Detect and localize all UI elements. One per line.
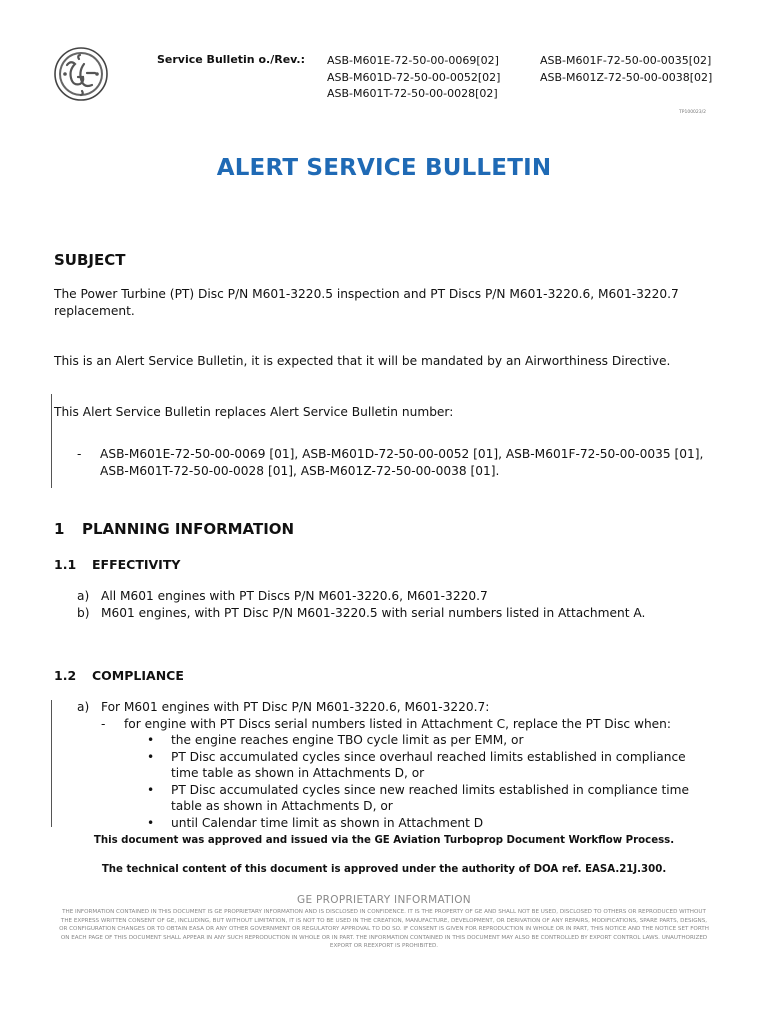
compliance-list: [77, 699, 717, 831]
sb-number: ASB-M601T-72-50-00-0028[02]: [327, 87, 498, 100]
list-marker: a): [77, 700, 90, 714]
list-marker: a): [77, 589, 90, 603]
replaced-bulletins-list: ASB-M601E-72-50-00-0069 [01], ASB-M601D-72-50-00-0052 [01], ASB-M601F-72-50-00-0035 [01], ASB-M601T-72-50-00-0028 [01], ASB-M601Z-72-50-00-0038 [01].: [100, 447, 704, 478]
list-item: [77, 605, 717, 622]
list-item: [77, 699, 717, 716]
section-title: PLANNING INFORMATION: [82, 520, 295, 538]
revision-bar: [51, 394, 52, 488]
page-title: ALERT SERVICE BULLETIN: [216, 155, 552, 181]
bullet: •: [147, 733, 155, 747]
sb-number: ASB-M601D-72-50-00-0052[02]: [327, 70, 501, 84]
bullet-text: PT Disc accumulated cycles since new reached limits established in compliance time table as shown in Attachments D, or: [171, 782, 689, 813]
section-number: 1.1: [54, 557, 77, 572]
proprietary-notice: THE INFORMATION CONTAINED IN THIS DOCUMENT IS GE PROPRIETARY INFORMATION AND IS DISCLOSED IN CONFIDENCE. IT IS THE PROPERTY OF GE AND SHALL NOT BE USED, DISCLOSED TO OTHERS OR REPRODUCED WITHOUT THE EXPRESS WRITTEN CONSENT OF GE, INCLUDING, BUT WITHOUT LIMITATION, IT IS NOT TO BE USED IN THE CREATION, MANUFACTURE, DEVELOPMENT, OR DERIVATION OF ANY REPAIRS, MODIFICATIONS, SPARE PARTS, DESIGNS, OR CONFIGURATION CHANGES OR TO OBTAIN EASA OR ANY OTHER GOVERNMENT OR REGULATORY APPROVAL TO DO SO. IF CONSENT IS GIVEN FOR REPRODUCTION IN WHOLE OR IN PART, THIS NOTICE AND THE NOTICE SET FORTH ON EACH PAGE OF THIS DOCUMENT SHALL APPEAR IN ANY SUCH REPRODUCTION IN WHOLE OR IN PART. THE INFORMATION CONTAINED IN THIS DOCUMENT MAY ALSO BE CONTROLLED BY EXPORT CONTROL LAWS. UNAUTHORIZED EXPORT OR REEXPORT IS PROHIBITED.: [59, 909, 709, 950]
document-reference: TP100023/2: [679, 110, 707, 115]
bullet-text: PT Disc accumulated cycles since overhaul reached limits established in compliance time table as shown in Attachments D, or: [171, 749, 686, 780]
list-dash: -: [101, 716, 106, 731]
list-dash: -: [77, 447, 82, 461]
bullet-item: [77, 815, 717, 832]
service-bulletin-numbers-col2: [540, 53, 712, 86]
bullet: •: [147, 749, 155, 764]
section-heading-effectivity: [54, 557, 180, 572]
section-title: EFFECTIVITY: [92, 557, 181, 572]
bullet-item: [77, 732, 717, 749]
approval-statement: This document was approved and issued via the GE Aviation Turboprop Document Workflow Process.: [93, 835, 675, 846]
mandate-text: This is an Alert Service Bulletin, it is expected that it will be mandated by an Airworthiness Directive.: [54, 354, 671, 368]
bullet: •: [147, 782, 155, 797]
sb-number: ASB-M601F-72-50-00-0035[02]: [540, 54, 712, 67]
bullet: •: [147, 815, 155, 830]
replaces-text: This Alert Service Bulletin replaces Alert Service Bulletin number:: [54, 405, 454, 419]
sub-list-item: [77, 716, 717, 733]
section-number: 1: [54, 520, 65, 538]
bullet-item: [77, 749, 717, 782]
bullet-text: the engine reaches engine TBO cycle limit as per EMM, or: [171, 733, 524, 747]
section-heading-compliance: [54, 668, 184, 683]
list-item-text: M601 engines, with PT Disc P/N M601-3220.5 with serial numbers listed in Attachment A.: [101, 605, 646, 620]
list-item: [77, 588, 717, 605]
subject-text: The Power Turbine (PT) Disc P/N M601-3220.5 inspection and PT Discs P/N M601-3220.6, M601-3220.7 replacement.: [54, 287, 679, 318]
section-number: 1.2: [54, 668, 77, 683]
list-item-text: All M601 engines with PT Discs P/N M601-3220.6, M601-3220.7: [101, 589, 488, 603]
sb-number: ASB-M601E-72-50-00-0069[02]: [327, 54, 499, 67]
authority-statement: The technical content of this document is approved under the authority of DOA ref. EASA.21J.300.: [101, 864, 667, 875]
list-marker: b): [77, 605, 90, 620]
service-bulletin-numbers-col1: [327, 53, 500, 103]
revision-bar: [51, 700, 52, 827]
service-bulletin-label: Service Bulletin o./Rev.:: [157, 53, 306, 66]
effectivity-list: [77, 588, 717, 621]
subject-heading: SUBJECT: [54, 251, 126, 269]
bullet-text: until Calendar time limit as shown in Attachment D: [171, 815, 484, 830]
sb-number: ASB-M601Z-72-50-00-0038[02]: [540, 70, 713, 84]
section-title: COMPLIANCE: [92, 668, 184, 683]
list-item-text: For M601 engines with PT Disc P/N M601-3220.6, M601-3220.7:: [101, 700, 490, 714]
sub-list-item-text: for engine with PT Discs serial numbers listed in Attachment C, replace the PT Disc when:: [124, 716, 672, 731]
ge-logo: [54, 47, 108, 101]
proprietary-title: GE PROPRIETARY INFORMATION: [297, 894, 471, 906]
section-heading-planning: [54, 520, 294, 538]
bullet-item: [77, 782, 717, 815]
